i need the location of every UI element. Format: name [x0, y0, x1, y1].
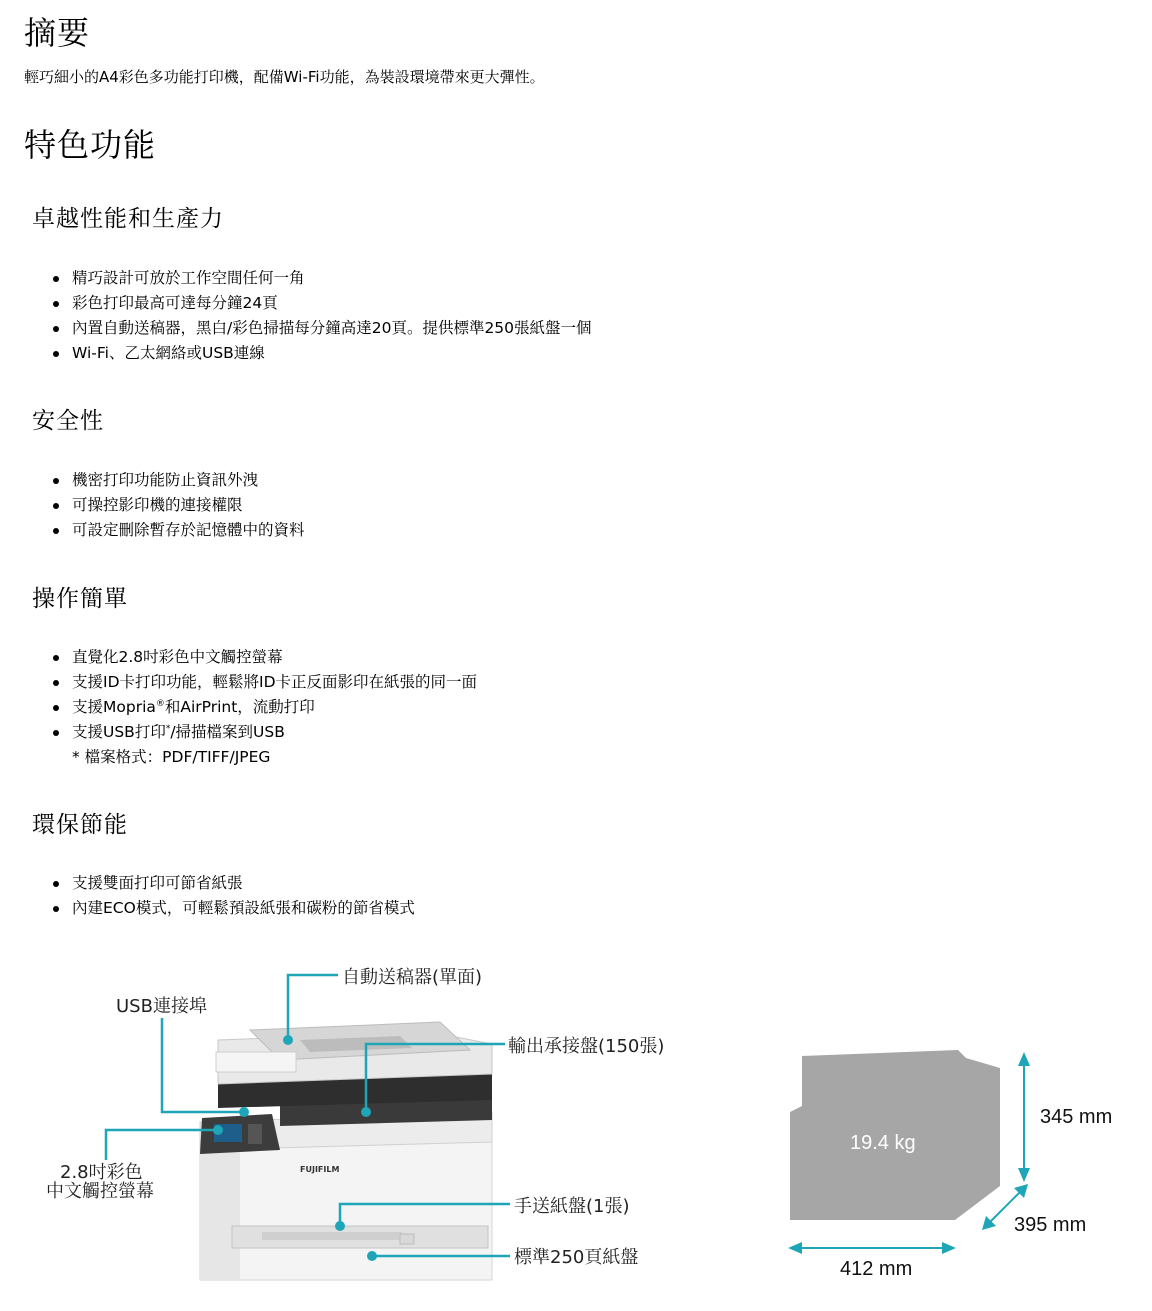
summary-text: 輕巧細小的A4彩色多功能打印機，配備Wi-Fi功能，為裝設環境帶來更大彈性。: [24, 68, 545, 86]
list-item: [24, 695, 477, 720]
usb-port-label: USB連接埠: [116, 996, 207, 1017]
summary-heading: 摘要: [24, 14, 91, 52]
list-item: 機密打印功能防止資訊外洩: [24, 468, 305, 493]
list-item: 可操控影印機的連接權限: [24, 493, 305, 518]
features-heading: 特色功能: [24, 126, 157, 164]
list-item: [24, 720, 477, 745]
section-performance-heading: 卓越性能和生產力: [32, 206, 224, 232]
section-security-list: [24, 468, 305, 543]
footnote: * 檔案格式：PDF/TIFF/JPEG: [72, 748, 271, 766]
list-item: 支援雙面打印可節省紙張: [24, 871, 415, 896]
bypass-tray-label: 手送紙盤(1張): [514, 1196, 630, 1217]
screen-label-line2: 中文觸控螢幕: [46, 1181, 154, 1202]
section-ease-heading: 操作簡單: [32, 586, 128, 612]
list-item: Wi-Fi、乙太網絡或USB連線: [24, 341, 592, 366]
list-item-text: 支援USB打印: [72, 723, 166, 741]
output-tray-label: 輸出承接盤(150張): [508, 1036, 665, 1057]
section-eco-list: [24, 871, 415, 921]
screen-label-line1: 2.8吋彩色: [60, 1162, 143, 1183]
list-item-text: /掃描檔案到USB: [170, 723, 285, 741]
section-security-heading: 安全性: [32, 408, 104, 434]
brand-logo: FUJIFILM: [300, 1165, 340, 1174]
height-label: 345 mm: [1040, 1106, 1113, 1128]
list-item: 內建ECO模式，可輕鬆預設紙張和碳粉的節省模式: [24, 896, 415, 921]
dimensions-diagram: [780, 1040, 1152, 1300]
footnote-mark: *: [165, 723, 171, 734]
list-item: 彩色打印最高可達每分鐘24頁: [24, 291, 592, 316]
width-label: 412 mm: [840, 1258, 913, 1280]
adf-label: 自動送稿器(單面): [342, 967, 483, 988]
std-tray-label: 標準250頁紙盤: [514, 1247, 639, 1268]
section-ease-list: [24, 645, 477, 770]
list-item: 支援ID卡打印功能，輕鬆將ID卡正反面影印在紙張的同一面: [24, 670, 477, 695]
section-performance-list: [24, 266, 592, 366]
section-eco-heading: 環保節能: [32, 812, 128, 838]
list-item: 可設定刪除暫存於記憶體中的資料: [24, 518, 305, 543]
list-item: 精巧設計可放於工作空間任何一角: [24, 266, 592, 291]
list-item: 內置自動送稿器，黑白/彩色掃描每分鐘高達20頁。提供標準250張紙盤一個: [24, 316, 592, 341]
weight-label: 19.4 kg: [850, 1132, 916, 1154]
list-item: 直覺化2.8吋彩色中文觸控螢幕: [24, 645, 477, 670]
depth-label: 395 mm: [1014, 1214, 1087, 1236]
list-item-text: 支援Mopria: [72, 698, 156, 716]
registered-mark: ®: [155, 698, 165, 709]
list-item-text: 和AirPrint，流動打印: [164, 698, 315, 716]
printer-illustration: [200, 1022, 492, 1280]
